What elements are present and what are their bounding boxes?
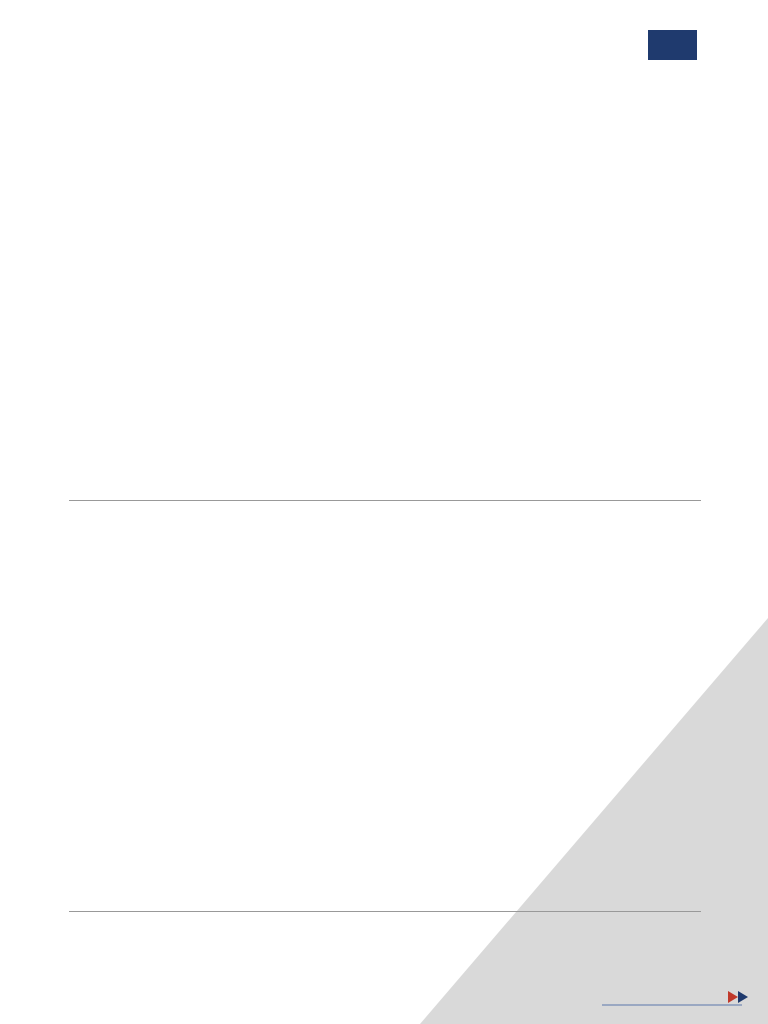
watermark-line [418, 443, 694, 760]
journal-logo [648, 30, 697, 60]
footnote-divider [69, 911, 701, 912]
watermark-text [418, 443, 694, 760]
download-notice-sidebar [2, 303, 34, 679]
rightslink-arrow-icon [728, 991, 748, 1003]
rightslink-logo[interactable] [598, 987, 758, 1009]
watermark-line [418, 443, 694, 760]
section-divider [69, 500, 701, 501]
